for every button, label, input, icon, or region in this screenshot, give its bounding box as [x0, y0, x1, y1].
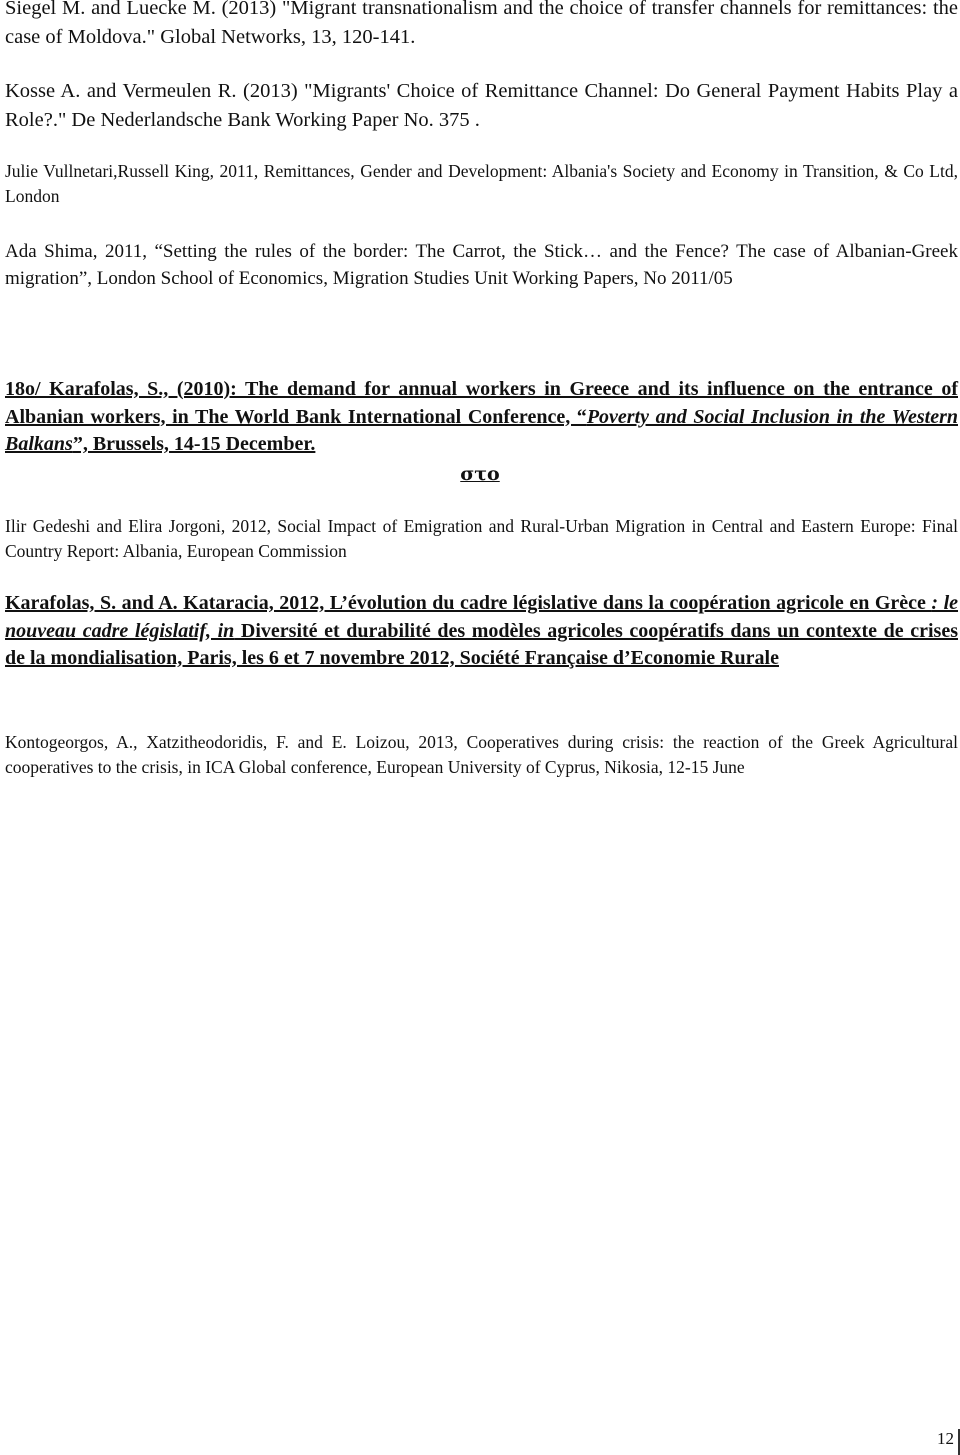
reference-text-part: Karafolas, S. and A. Kataracia, 2012, L’évolution du cadre législative dans la coopération agricole en Grèce: [5, 592, 932, 614]
greek-marker: στο: [460, 463, 500, 485]
reference-karafolas-2010: [5, 376, 958, 459]
reference-text-part: ”, Brussels, 14-15 December.: [72, 433, 316, 455]
reference-italic-title: Poverty and Social Inclusion in the Western Balkans: [5, 405, 958, 455]
reference-siegel: Siegel M. and Luecke M. (2013) "Migrant transnationalism and the choice of transfer channels for remittances: the case of Moldova." Global Networks, 13, 120-141.: [5, 0, 958, 48]
reference-gedeshi: Ilir Gedeshi and Elira Jorgoni, 2012, Social Impact of Emigration and Rural-Urban Migration in Central and Eastern Europe: Final Country Report: Albania, European Commission: [5, 516, 958, 561]
reference-italic-title: : le nouveau cadre législatif, in: [5, 592, 959, 642]
reference-text-part: Diversité et durabilité des modèles agricoles coopératifs dans un contexte de crises de la mondialisation, Paris, les 6 et 7 novembre 2012, Société Française d’Economie Rurale: [5, 619, 958, 669]
reference-kosse: Kosse A. and Vermeulen R. (2013) "Migrants' Choice of Remittance Channel: Do General Payment Habits Play a Role?." De Nederlandsche Bank Working Paper No. 375 .: [5, 80, 958, 131]
reference-karafolas-2012: [5, 590, 958, 673]
page-number: 12: [937, 1429, 954, 1448]
reference-kontogeorgos: Kontogeorgos, A., Xatzitheodoridis, F. and E. Loizou, 2013, Cooperatives during crisis: the reaction of the Greek Agricultural cooperatives to the crisis, in ICA Global conference, European University of Cyprus, Nikosia, 12-15 June: [5, 732, 958, 777]
reference-text-part: 18o/ Karafolas, S., (2010): The demand for annual workers in Greece and its influence on the entrance of Albanian workers, in The World Bank International Conference, “: [5, 378, 958, 428]
reference-shima: Ada Shima, 2011, “Setting the rules of the border: The Carrot, the Stick… and the Fence? The case of Albanian-Greek migration”, London School of Economics, Migration Studies Unit Working Papers, No 2011/05: [5, 241, 958, 289]
reference-vullnetari: Julie Vullnetari,Russell King, 2011, Remittances, Gender and Development: Albania's Society and Economy in Transition, & Co Ltd, London: [5, 161, 958, 206]
